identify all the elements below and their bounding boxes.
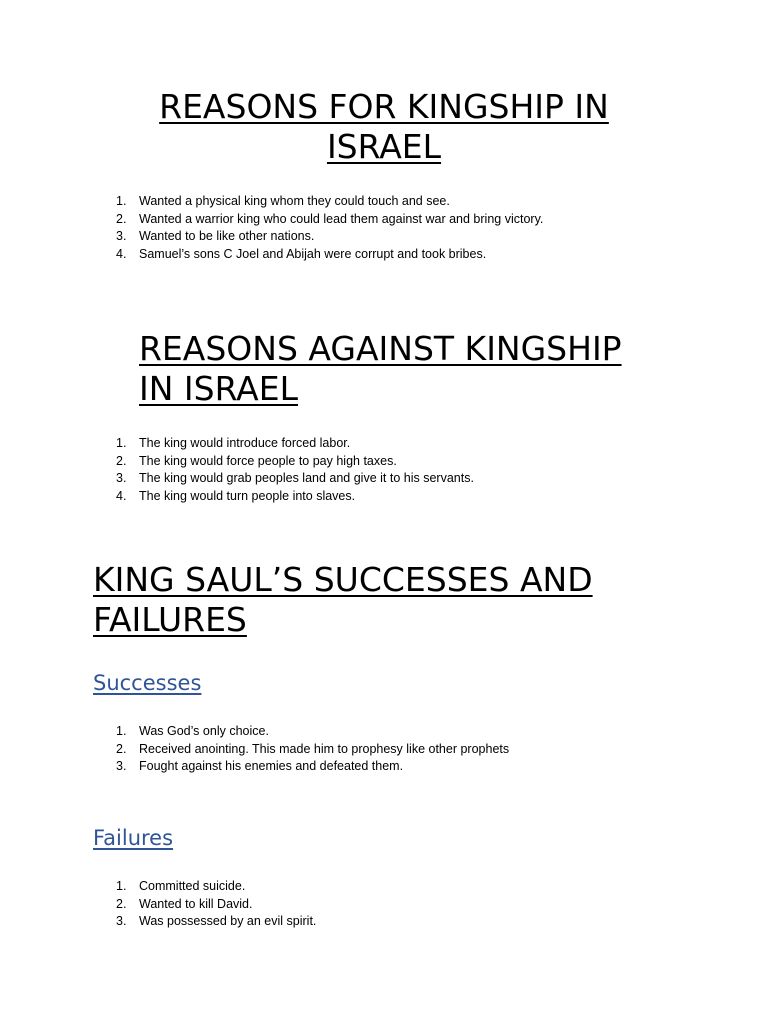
list-item-text: Fought against his enemies and defeated them. xyxy=(139,759,404,774)
section-title-reasons-against-kingship xyxy=(139,329,622,409)
list-item-text: Samuel’s sons C Joel and Abijah were corrupt and took bribes. xyxy=(139,247,487,262)
list-number: 1. xyxy=(116,194,127,208)
list-number: 4. xyxy=(116,489,127,504)
successes-list xyxy=(110,723,509,776)
reasons-for-list xyxy=(110,193,543,264)
subheading-label: Failures xyxy=(93,826,174,850)
list-item-text: The king would grab peoples land and give it to his servants. xyxy=(139,471,474,486)
failures-list xyxy=(110,878,316,931)
list-item xyxy=(110,211,543,229)
list-number: 1. xyxy=(116,879,127,893)
list-item xyxy=(110,896,316,914)
list-item-text: The king would turn people into slaves. xyxy=(139,489,356,504)
list-item-text: Wanted a physical king whom they could touch and see. xyxy=(139,194,450,208)
list-number: 2. xyxy=(116,741,127,756)
reasons-against-list xyxy=(110,435,474,506)
list-item xyxy=(110,453,474,471)
list-number: 3. xyxy=(116,471,127,486)
list-item-text: Received anointing. This made him to prophesy like other prophets xyxy=(139,741,510,756)
list-item xyxy=(110,246,543,264)
list-number: 2. xyxy=(116,211,127,226)
list-item-text: Wanted to be like other nations. xyxy=(139,229,315,244)
list-number: 1. xyxy=(116,436,127,450)
list-number: 1. xyxy=(116,724,127,738)
list-item-text: Wanted a warrior king who could lead them against war and bring victory. xyxy=(139,211,544,226)
title-line: REASONS FOR KINGSHIP IN xyxy=(159,87,609,126)
list-item-text: Committed suicide. xyxy=(139,879,246,893)
list-number: 2. xyxy=(116,896,127,911)
list-number: 3. xyxy=(116,759,127,774)
list-number: 4. xyxy=(116,247,127,262)
list-item xyxy=(110,488,474,506)
title-line: IN ISRAEL xyxy=(139,369,298,408)
list-item xyxy=(110,913,316,931)
list-item-text: Was God’s only choice. xyxy=(139,724,269,738)
title-line: REASONS AGAINST KINGSHIP xyxy=(139,329,622,368)
title-line: KING SAUL’S SUCCESSES AND xyxy=(93,560,593,599)
subheading-failures xyxy=(93,825,173,851)
list-item-text: The king would introduce forced labor. xyxy=(139,436,351,450)
subheading-label: Successes xyxy=(93,671,202,695)
list-item xyxy=(110,741,509,759)
list-number: 2. xyxy=(116,453,127,468)
list-item xyxy=(110,723,509,741)
section-title-reasons-for-kingship xyxy=(90,87,678,167)
section-title-king-saul xyxy=(93,560,593,640)
list-item-text: Was possessed by an evil spirit. xyxy=(139,914,317,929)
list-item-text: The king would force people to pay high taxes. xyxy=(139,453,397,468)
list-item-text: Wanted to kill David. xyxy=(139,896,253,911)
list-number: 3. xyxy=(116,229,127,244)
subheading-successes xyxy=(93,670,201,696)
list-item xyxy=(110,878,316,896)
list-item xyxy=(110,758,509,776)
list-item xyxy=(110,228,543,246)
list-number: 3. xyxy=(116,914,127,929)
title-line: FAILURES xyxy=(93,600,247,639)
list-item xyxy=(110,435,474,453)
list-item xyxy=(110,193,543,211)
list-item xyxy=(110,470,474,488)
title-line: ISRAEL xyxy=(326,127,442,166)
